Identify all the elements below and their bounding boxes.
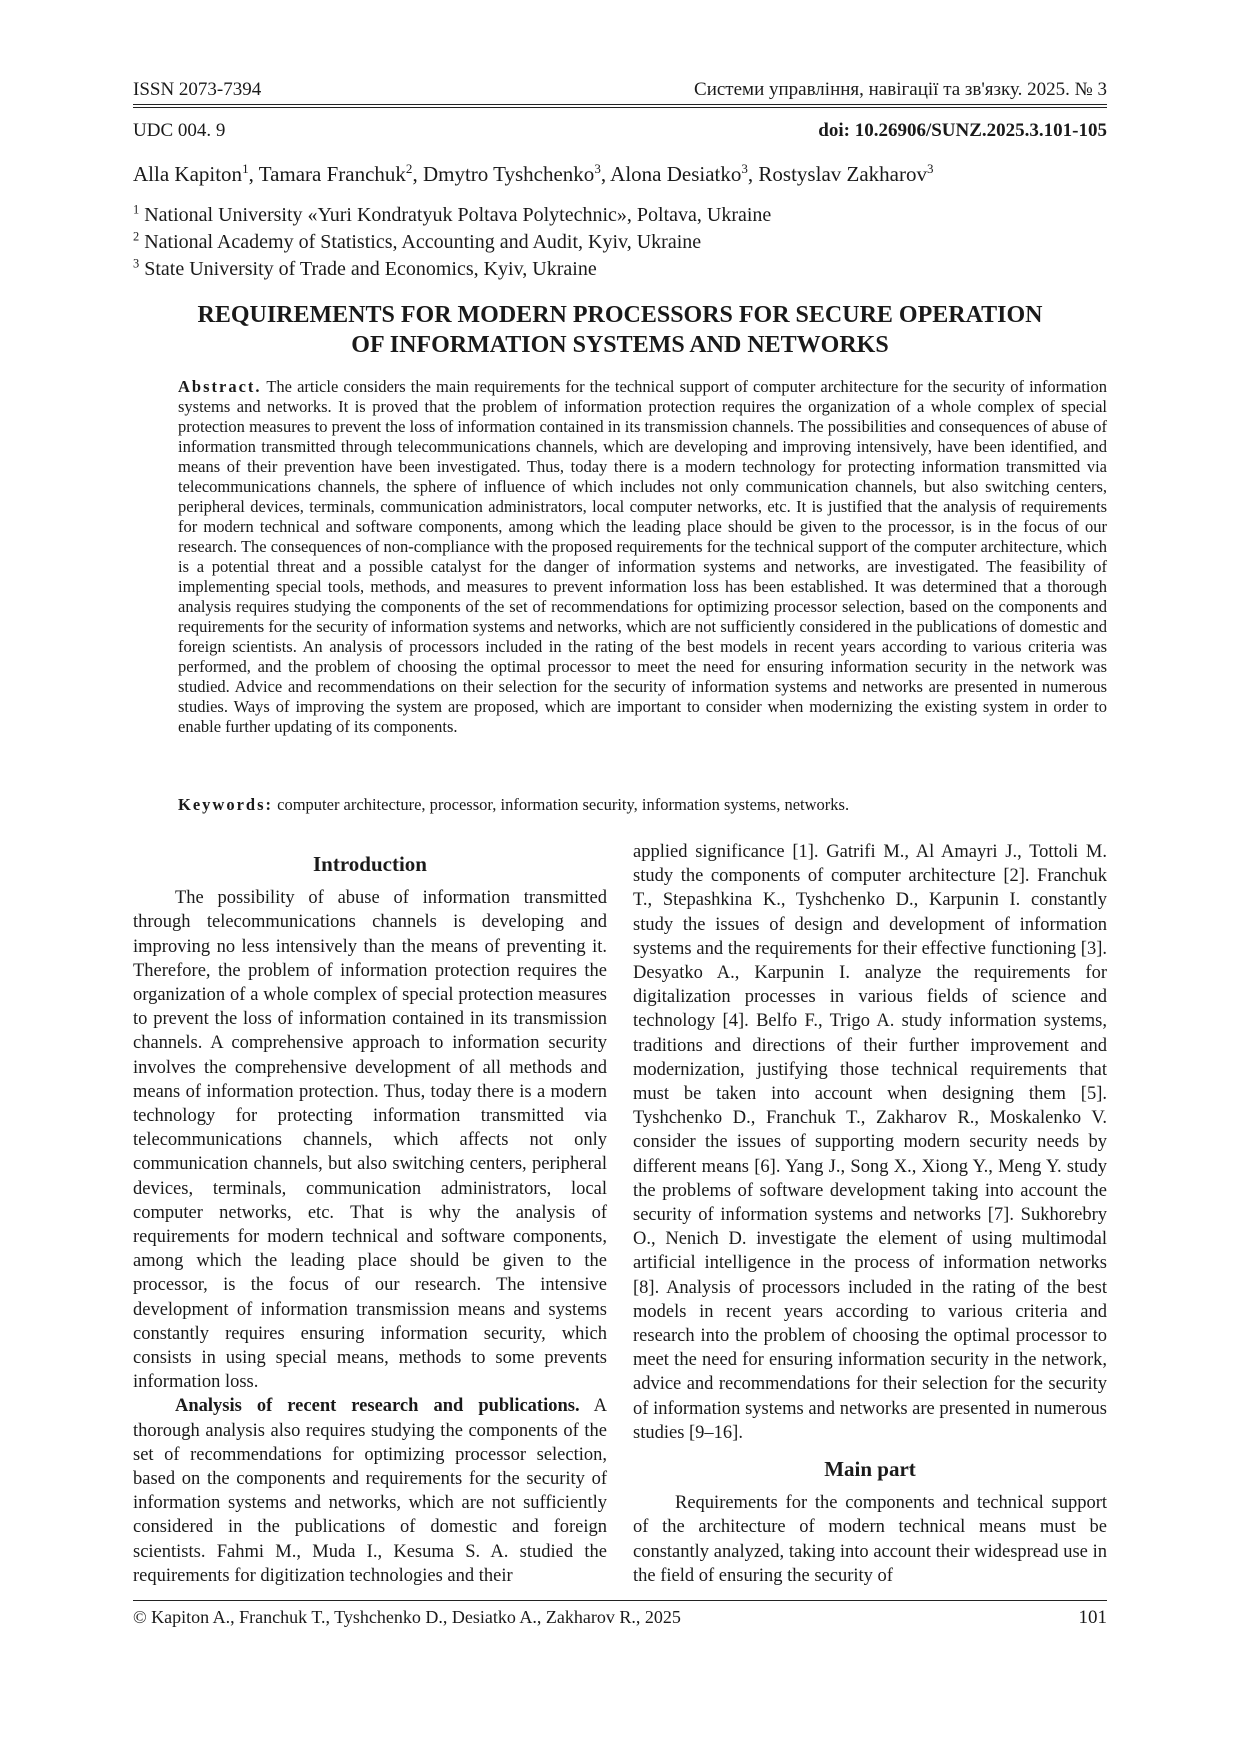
header-rule [133,104,1107,108]
keywords-text: computer architecture, processor, information security, information systems, networks. [277,795,850,814]
author-affiliation-marker: 3 [926,161,934,176]
udc-code: UDC 004. 9 [133,120,226,141]
author-name: Tamara Franchuk [258,162,406,186]
section-heading-introduction: Introduction [313,852,427,876]
paragraph: Requirements for the components and technical support of the architecture of modern technical means must be constantly analyzed, taking into account their widespread use in the field of ensuring the security of [633,1493,1107,1586]
paragraph: The possibility of abuse of information transmitted through telecommunications channels is developing and improving no less intensively than the means of preventing it. Therefore, the problem of information protection requires the organization of a whole complex of special protection measures to prevent the loss of information contained in its transmission channels. A comprehensive approach to information security involves the comprehensive development of all methods and means of information protection. Thus, today there is a modern technology for protecting information transmitted via telecommunications channels, which affects not only communication channels, but also switching centers, peripheral devices, terminals, communication administrators, local computer networks, etc. That is why the analysis of requirements for modern technical and software components, among which the leading place should be given to the processor, is the focus of our research. The intensive development of information transmission means and systems constantly requires ensuring information security, which consists in using special means, methods to some prevents information loss. [133,888,607,1393]
footer-rule [133,1600,1107,1601]
doi: doi: 10.26906/SUNZ.2025.3.101-105 [818,120,1107,141]
run-in-heading: Analysis of recent research and publications. [175,1396,580,1417]
author-name: Alla Kapiton [133,162,243,186]
paper-title: REQUIREMENTS FOR MODERN PROCESSORS FOR SECURE OPERATION OF INFORMATION SYSTEMS AND NETWORKS [197,302,1043,358]
keywords-label: Keywords: [178,795,273,814]
affiliation-item: $^1$ National University «Yuri Kondratyuk Poltava Polytechnic», Poltava, Ukraine [133,202,772,226]
copyright: © Kapiton A., Franchuk T., Tyshchenko D., Desiatko A., Zakharov R., 2025 [133,1607,681,1627]
right-column [633,840,1107,1588]
keywords [178,795,1107,815]
journal-issn: ISSN 2073-7394 [133,79,262,100]
abstract [178,377,1107,737]
author-name: Rostyslav Zakharov [758,162,927,186]
paragraph: applied significance [1]. Gatrifi M., Al Amayri J., Tottoli M. study the components of computer architecture [2]. Franchuk T., Stepashkina K., Tyshchenko D., Karpunin I. constantly study the issues of design and development of information systems and the requirements for their effective functioning [3]. Desyatko A., Karpunin I. analyze the requirements for digitalization processes in various fields of science and technology [4]. Belfo F., Trigo A. study information systems, traditions and directions of their further improvement and modernization, justifying those technical requirements that must be taken into account when designing them [5]. Tyshchenko D., Franchuk T., Zakharov R., Moskalenko V. consider the issues of supporting modern security needs by different means [6]. Yang J., Song X., Xiong Y., Meng Y. study the problems of software development taking into account the security of information systems and networks [7]. Sukhorebry O., Nenich D. investigate the element of using multimodal artificial intelligence in the process of information networks [8]. Analysis of processors included in the rating of the best models in recent years according to various criteria and research into the problem of choosing the optimal processor to meet the need for ensuring information security in the network, advice and recommendations for their selection for the security of information systems and networks are presented in numerous studies [9–16]. [633,842,1107,1443]
author-affiliation-marker: 2 [405,161,413,176]
page-number: 101 [1078,1607,1107,1628]
left-column [133,840,607,1588]
author-affiliation-marker: 3 [741,161,748,176]
abstract-label: Abstract. [178,377,262,396]
section-heading-main-part: Main part [824,1457,916,1482]
paragraph: Analysis of recent research and publications. A thorough analysis also requires studying the components of the set of recommendations for optimizing processor selection, based on the components and requirements for the security of information systems and networks, which are not sufficiently considered in the publications of domestic and foreign scientists. Fahmi M., Muda I., Kesuma S. A. studied the requirements for digitization technologies and their [133,1396,607,1586]
author-name: Alona Desiatko [610,162,742,186]
journal-title: Системи управління, навігації та зв'язку. 2025. № 3 [694,79,1107,100]
author-name: Dmytro Tyshchenko [422,162,595,186]
author-affiliation-marker: 3 [594,161,601,176]
affiliation-item: $^2$ National Academy of Statistics, Accounting and Audit, Kyiv, Ukraine [133,229,702,253]
abstract-text: The article considers the main requirements for the technical support of computer architecture for the security of information systems and networks. It is proved that the problem of information protection requires the organization of a whole complex of special protection measures to prevent the loss of information contained in its transmission channels. The possibilities and consequences of abuse of information transmitted through telecommunications channels, which are developing and improving intensively, have been identified, and means of their prevention have been investigated. Thus, today there is a modern technology for protecting information transmitted via telecommunications channels, the sphere of influence of which includes not only communication channels, but also switching centers, peripheral devices, terminals, communication administrators, local computer networks, etc. It is justified that the analysis of requirements for modern technical and software components, among which the leading place should be given to the processor, is in the focus of our research. The consequences of non-compliance with the proposed requirements for the technical support of the computer architecture, which is a potential threat and a possible catalyst for the danger of information systems and networks, are investigated. The feasibility of implementing special tools, methods, and measures to prevent information loss has been established. It was determined that a thorough analysis requires studying the components of the set of recommendations for optimizing processor selection, based on the components and requirements for the security of information systems and networks, which are not sufficiently considered in the publications of domestic and foreign scientists. An analysis of processors included in the rating of the best models in recent years according to various criteria was performed, and the problem of choosing the optimal processor to meet the need for ensuring information security in the network was studied. Advice and recommendations on their selection for the security of information systems and networks are presented in numerous studies. Ways of improving the system are proposed, which are important to consider when modernizing the existing system in order to enable further updating of its components. [178,377,1107,736]
affiliation-list [133,202,771,283]
affiliation-item: $^3$ State University of Trade and Economics, Kyiv, Ukraine [133,256,597,280]
author-affiliation-marker: 1 [242,161,249,176]
author-list: Alla Kapiton$^1$, Tamara Franchuk$^2$, Dmytro Tyshchenko$^3$, Alona Desiatko$^3$, Rostyslav Zakharov$^3$ [133,161,934,186]
